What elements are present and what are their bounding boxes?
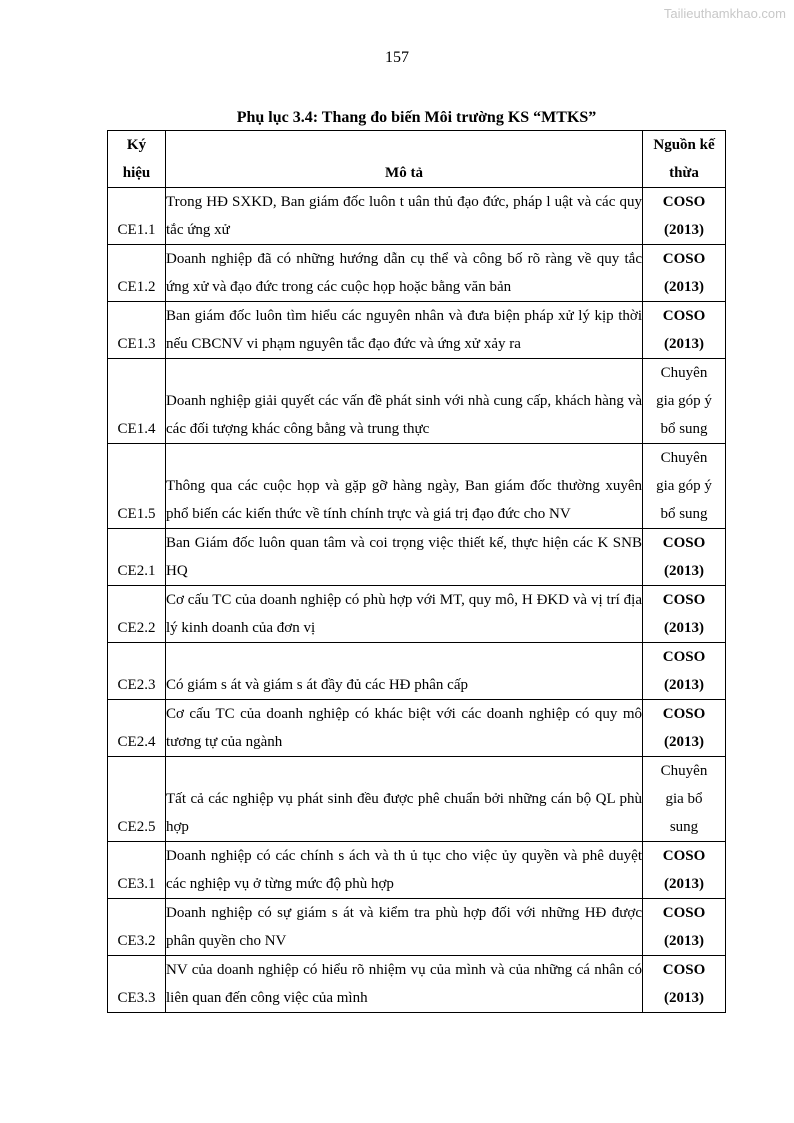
table-title: Phụ lục 3.4: Thang đo biến Môi trường KS “MTKS” xyxy=(236,109,597,126)
row-source xyxy=(643,842,726,899)
row-source-line: COSO xyxy=(662,706,706,722)
table-row xyxy=(108,757,726,842)
row-code: CE1.5 xyxy=(108,444,166,529)
table-row xyxy=(108,842,726,899)
row-source-line: gia góp ý xyxy=(656,478,712,494)
row-description: Doanh nghiệp đã có những hướng dẫn cụ thể và công bố rõ ràng về quy tắc ứng xử và đạo đức trong các cuộc họp hoặc bằng văn bản xyxy=(166,245,643,302)
row-source-line: (2013) xyxy=(664,279,704,295)
header-code-line-2: hiệu xyxy=(122,165,151,181)
row-source-line: Chuyên xyxy=(660,450,708,466)
header-code-line-1: Ký xyxy=(126,137,147,153)
row-source xyxy=(643,700,726,757)
row-description: Cơ cấu TC của doanh nghiệp có khác biệt với các doanh nghiệp có quy mô tương tự của ngành xyxy=(166,700,643,757)
row-source-line: COSO xyxy=(662,535,706,551)
table-row xyxy=(108,245,726,302)
row-code: CE2.5 xyxy=(108,757,166,842)
row-source-line: COSO xyxy=(662,308,706,324)
row-source-line: COSO xyxy=(662,962,706,978)
row-description: Tất cả các nghiệp vụ phát sinh đều được phê chuẩn bởi những cán bộ QL phù hợp xyxy=(166,757,643,842)
row-source-line: (2013) xyxy=(664,734,704,750)
table-row xyxy=(108,586,726,643)
watermark: Tailieuthamkhao.com xyxy=(663,6,786,21)
row-source-line: (2013) xyxy=(664,222,704,238)
header-source-line-1: Nguồn kế xyxy=(653,137,715,153)
table-row xyxy=(108,444,726,529)
header-source-line-2: thừa xyxy=(669,165,699,181)
row-code: CE1.3 xyxy=(108,302,166,359)
row-source-line: (2013) xyxy=(664,677,704,693)
row-code: CE2.2 xyxy=(108,586,166,643)
row-source-line: (2013) xyxy=(664,336,704,352)
row-description: Trong HĐ SXKD, Ban giám đốc luôn t uân thủ đạo đức, pháp l uật và các quy tắc ứng xử xyxy=(166,188,643,245)
row-description: NV của doanh nghiệp có hiểu rõ nhiệm vụ của mình và của những cá nhân có liên quan đến công việc của mình xyxy=(166,956,643,1013)
row-source xyxy=(643,302,726,359)
row-code: CE2.1 xyxy=(108,529,166,586)
table-body xyxy=(108,188,726,1013)
row-source xyxy=(643,529,726,586)
row-source-line: COSO xyxy=(662,848,706,864)
row-description: Doanh nghiệp giải quyết các vấn đề phát sinh với nhà cung cấp, khách hàng và các đối tượng khác công bằng và trung thực xyxy=(166,359,643,444)
row-description: Ban giám đốc luôn tìm hiểu các nguyên nhân và đưa biện pháp xử lý kịp thời nếu CBCNV vi phạm nguyên tắc đạo đức và ứng xử xảy ra xyxy=(166,302,643,359)
row-code: CE2.3 xyxy=(108,643,166,700)
page-number: 157 xyxy=(385,49,409,66)
row-description: Doanh nghiệp có sự giám s át và kiểm tra phù hợp đối với những HĐ được phân quyền cho NV xyxy=(166,899,643,956)
scale-table xyxy=(107,130,726,1013)
row-source xyxy=(643,359,726,444)
row-description: Doanh nghiệp có các chính s ách và th ủ tục cho việc ủy quyền và phê duyệt các nghiệp vụ ở từng mức độ phù hợp xyxy=(166,842,643,899)
row-code: CE3.1 xyxy=(108,842,166,899)
row-code: CE1.2 xyxy=(108,245,166,302)
table-row xyxy=(108,956,726,1013)
table-row xyxy=(108,529,726,586)
row-description: Ban Giám đốc luôn quan tâm và coi trọng việc thiết kế, thực hiện các K SNB HQ xyxy=(166,529,643,586)
row-source-line: sung xyxy=(669,819,699,835)
row-source xyxy=(643,188,726,245)
row-code: CE1.4 xyxy=(108,359,166,444)
row-source xyxy=(643,643,726,700)
row-description: Cơ cấu TC của doanh nghiệp có phù hợp với MT, quy mô, H ĐKD và vị trí địa lý kinh doanh của đơn vị xyxy=(166,586,643,643)
row-source-line: COSO xyxy=(662,649,706,665)
row-source xyxy=(643,245,726,302)
row-source-line: Chuyên xyxy=(660,763,708,779)
row-description: Có giám s át và giám s át đầy đủ các HĐ phân cấp xyxy=(166,643,643,700)
row-source-line: (2013) xyxy=(664,563,704,579)
row-source xyxy=(643,956,726,1013)
row-source-line: COSO xyxy=(662,592,706,608)
row-code: CE3.2 xyxy=(108,899,166,956)
row-code: CE3.3 xyxy=(108,956,166,1013)
table-row xyxy=(108,643,726,700)
row-source xyxy=(643,757,726,842)
row-source-line: Chuyên xyxy=(660,365,708,381)
header-description: Mô tả xyxy=(166,131,643,188)
header-code xyxy=(108,131,166,188)
table-row xyxy=(108,899,726,956)
row-source xyxy=(643,444,726,529)
row-source-line: (2013) xyxy=(664,933,704,949)
row-source-line: gia bổ xyxy=(665,791,703,807)
row-description: Thông qua các cuộc họp và gặp gỡ hàng ngày, Ban giám đốc thường xuyên phổ biến các kiến thức về tính chính trực và giá trị đạo đức cho NV xyxy=(166,444,643,529)
row-source-line: bổ sung xyxy=(660,506,708,522)
row-source-line: gia góp ý xyxy=(656,393,712,409)
row-source-line: (2013) xyxy=(664,620,704,636)
row-source-line: bổ sung xyxy=(660,421,708,437)
table-header-row xyxy=(108,131,726,188)
row-source xyxy=(643,586,726,643)
table-row xyxy=(108,188,726,245)
row-code: CE1.1 xyxy=(108,188,166,245)
row-source-line: COSO xyxy=(662,251,706,267)
row-source-line: COSO xyxy=(662,905,706,921)
header-source xyxy=(643,131,726,188)
table-row xyxy=(108,359,726,444)
row-code: CE2.4 xyxy=(108,700,166,757)
row-source-line: (2013) xyxy=(664,876,704,892)
row-source-line: COSO xyxy=(662,194,706,210)
table-row xyxy=(108,700,726,757)
row-source xyxy=(643,899,726,956)
row-source-line: (2013) xyxy=(664,990,704,1006)
table-row xyxy=(108,302,726,359)
